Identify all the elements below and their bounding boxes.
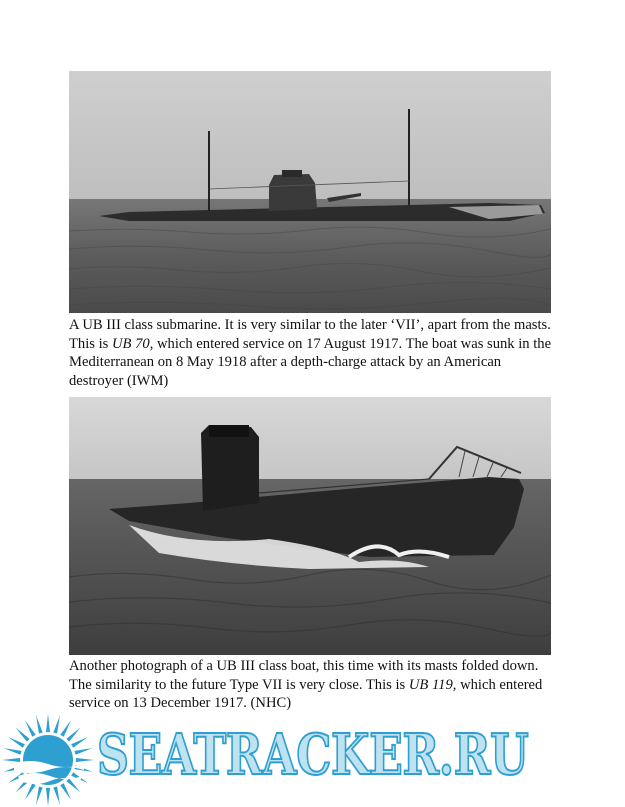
photo-ub70	[69, 71, 551, 313]
sun-ray	[60, 783, 71, 800]
watermark-text: SEATRACKER.RU	[97, 722, 529, 788]
photo-ub119	[69, 397, 551, 655]
submarine-photo-2	[69, 397, 551, 655]
sun-ray	[60, 720, 71, 737]
boat-name: UB 119	[408, 676, 453, 693]
sun-ray	[36, 716, 43, 734]
photo-2-caption	[69, 657, 555, 713]
sun-ray	[4, 748, 22, 755]
sun-wave-logo-icon	[0, 712, 105, 807]
sun-ray	[53, 716, 60, 734]
seatracker-watermark	[0, 712, 625, 807]
caption-text: , which entered service on 13 December 1917. (NHC)	[69, 676, 543, 711]
sun-ray	[76, 758, 94, 762]
sun-ray	[8, 737, 25, 748]
sun-ray	[66, 778, 80, 792]
sun-ray	[36, 787, 43, 805]
submarine-photo-1	[69, 71, 551, 313]
sun-ray	[75, 748, 93, 755]
sun-ray	[66, 728, 80, 742]
sun-ray	[2, 758, 20, 762]
sun-ray	[25, 783, 36, 800]
sun-ray	[46, 714, 50, 732]
photo-1-caption	[69, 316, 555, 390]
caption-text: , which entered service on 17 August 1917. The boat was sunk in the Mediterranean on 8 May 1918 after a depth-charge attack by an American destroyer (IWM)	[69, 335, 552, 389]
sun-ray	[25, 720, 36, 737]
caption-text: Another photograph of a UB III class boat, this time with its masts folded down. The similarity to the future Type VII is very close. This is	[69, 658, 539, 693]
sun-ray	[53, 787, 60, 805]
sun-ray	[16, 728, 30, 742]
boat-name: UB 70	[111, 335, 150, 352]
sun-ray	[46, 788, 50, 806]
sun-ray	[71, 737, 88, 748]
caption-text: A UB III class submarine. It is very similar to the later ‘VII’, apart from the masts. This is	[69, 317, 551, 352]
